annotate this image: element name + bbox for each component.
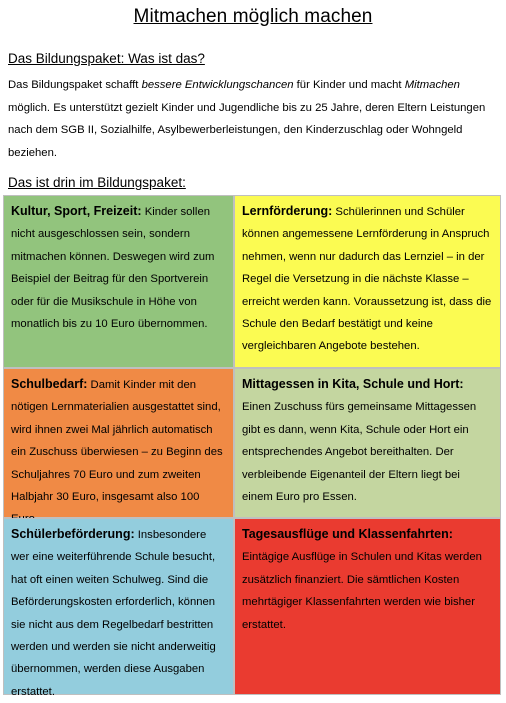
- cell-text: Einen Zuschuss fürs gemeinsame Mittagessen gibt es dann, wenn Kita, Schule oder Hort ein entsprechendes Angebot bereithalten. Der verbleibende Eigenanteil der Eltern liegt bei einem Euro pro Essen.: [242, 401, 477, 504]
- intro-emphasis-mitmachen: Mitmachen: [404, 79, 460, 91]
- intro-text-part: für Kinder und macht: [293, 79, 405, 91]
- cell-schuelerbefoerderung: [3, 518, 234, 698]
- cell-heading: Kultur, Sport, Freizeit:: [11, 204, 142, 218]
- cell-text: Insbesondere wer eine weiterführende Schule besucht, hat oft einen weiten Schulweg. Sind die Beförderungskosten erforderlich, können sie nicht aus dem Regelbedarf bestritten werden und werden sie nicht anderweitig übernommen, werden diese Ausgaben erstattet.: [11, 529, 216, 698]
- cell-text: Eintägige Ausflüge in Schulen und Kitas werden zusätzlich finanziert. Die sämtlichen Kosten mehrtägiger Klassenfahrten werden wie bisher erstattet.: [242, 551, 482, 631]
- intro-text-part: möglich. Es unterstützt gezielt Kinder und Jugendliche bis zu 25 Jahre, deren Eltern Leistungen nach dem SGB II, Sozialhilfe, Asylbewerberleistungen, den Kinderzuschlag oder Wohngeld beziehen.: [8, 101, 486, 159]
- cell-schulbedarf: [3, 368, 234, 518]
- section-heading-contents: Das ist drin im Bildungspaket:: [8, 175, 186, 190]
- cell-text: Schülerinnen und Schüler können angemessene Lernförderung in Anspruch nehmen, wenn nur dadurch das Lernziel – in der Regel die Versetzung in die nächste Klasse – erreicht werden kann. Voraussetzung ist, dass die Schule den Bedarf bestätigt und keine vergleichbaren Angebote bestehen.: [242, 206, 492, 353]
- cell-lernfoerderung: [234, 195, 501, 368]
- cell-text: Kinder sollen nicht ausgeschlossen sein, sondern mitmachen können. Deswegen wird zum Beispiel der Beitrag für den Sportverein oder für die Musikschule in Höhe von monatlich bis zu 10 Euro übernommen.: [11, 206, 215, 331]
- cell-kultur-sport-freizeit: [3, 195, 234, 368]
- intro-emphasis-chances: bessere Entwicklungschancen: [141, 79, 294, 91]
- section-heading-what-is-it: Das Bildungspaket: Was ist das?: [8, 51, 205, 66]
- cell-heading: Mittagessen in Kita, Schule und Hort:: [242, 377, 464, 391]
- intro-text-part: Das Bildungspaket schafft: [8, 79, 142, 91]
- page-title: Mitmachen möglich machen: [133, 6, 373, 27]
- cell-tagesausfluege: [234, 518, 501, 695]
- cell-heading: Tagesausflüge und Klassenfahrten:: [242, 527, 453, 541]
- cell-text: Damit Kinder mit den nötigen Lernmaterialien ausgestattet sind, wird ihnen zwei Mal jährlich automatisch ein Zuschuss überwiesen – zu Beginn des Schuljahres 70 Euro und zum zweiten Halbjahr 30 Euro, insgesamt also 100: [11, 379, 223, 504]
- benefits-grid: [3, 195, 501, 698]
- cell-heading: Schülerbeförderung:: [11, 527, 135, 541]
- intro-paragraph: [8, 74, 502, 164]
- cell-mittagessen: [234, 368, 501, 518]
- cell-heading: Lernförderung:: [242, 204, 333, 218]
- cell-heading: Schulbedarf:: [11, 377, 88, 391]
